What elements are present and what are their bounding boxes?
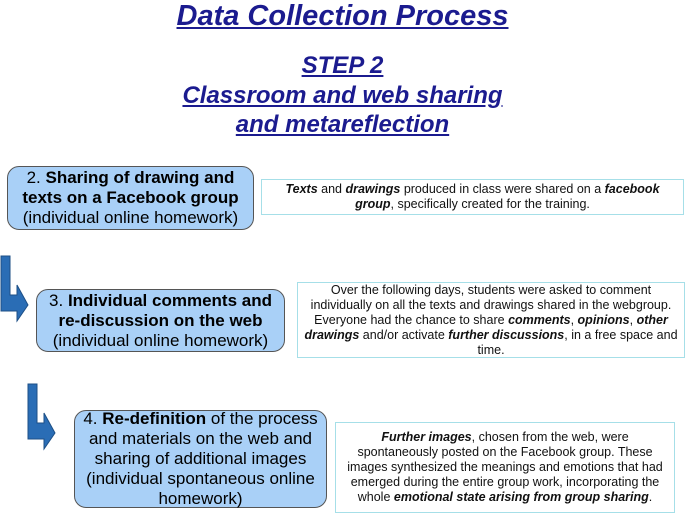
step-title: Re-definition <box>102 409 207 428</box>
step-3-description <box>297 282 685 358</box>
desc-text: comments <box>508 312 571 327</box>
step-text: of the process and materials on the web and sharing of additional images <box>88 409 318 468</box>
step-4-box <box>74 410 327 508</box>
arrow-down-right-icon <box>0 255 30 323</box>
desc-text: , chosen from the web, were spontaneously posted on the Facebook group. These images synthesized the meanings and emotions that had emerged during the entire group work, incorporating the whole <box>347 430 663 504</box>
desc-text: Texts <box>285 182 318 196</box>
desc-text: , <box>629 312 637 327</box>
desc-text: , specifically created for the training. <box>390 197 590 211</box>
desc-text: and <box>317 182 346 196</box>
step-title: Sharing of drawing and texts on a Facebook group <box>22 168 239 207</box>
step-2-box <box>7 166 254 230</box>
desc-text: and/or activate <box>359 327 449 342</box>
desc-text: . <box>648 490 653 504</box>
step-note: (individual online homework) <box>52 330 269 350</box>
desc-text: , in a free space and time. <box>477 327 678 357</box>
desc-text: emotional state arising from group sharing <box>393 490 649 504</box>
subtitle-line1: Classroom and web sharing <box>182 82 503 109</box>
step-3-box <box>36 289 285 352</box>
step-2-description <box>261 179 684 215</box>
desc-text: drawings <box>345 182 401 196</box>
desc-text: facebook group <box>355 182 660 211</box>
step-number: 3. <box>49 290 64 310</box>
desc-text: Further images <box>381 430 472 444</box>
step-title: Individual comments and re-discussion on the web <box>58 290 272 330</box>
desc-text: produced in class were shared on a <box>400 182 605 196</box>
desc-text: , <box>570 312 578 327</box>
subtitle-line2: and metareflection <box>235 111 450 138</box>
step-label: STEP 2 <box>301 52 384 79</box>
arrow-down-right-icon <box>27 383 57 451</box>
step-4-description <box>335 422 675 513</box>
step-number: 4. <box>83 409 98 428</box>
step-note: (individual spontaneous online homework) <box>86 469 315 508</box>
desc-text: opinions <box>577 312 630 327</box>
desc-text: further discussions <box>448 327 565 342</box>
step-number: 2. <box>26 168 41 187</box>
step-note: (individual online homework) <box>22 208 239 227</box>
desc-text: other drawings <box>304 312 668 342</box>
page-title: Data Collection Process <box>176 0 509 32</box>
desc-text: Over the following days, students were asked to comment individually on all the texts and drawings shared in the webgroup. Everyone had the chance to share <box>310 282 672 327</box>
